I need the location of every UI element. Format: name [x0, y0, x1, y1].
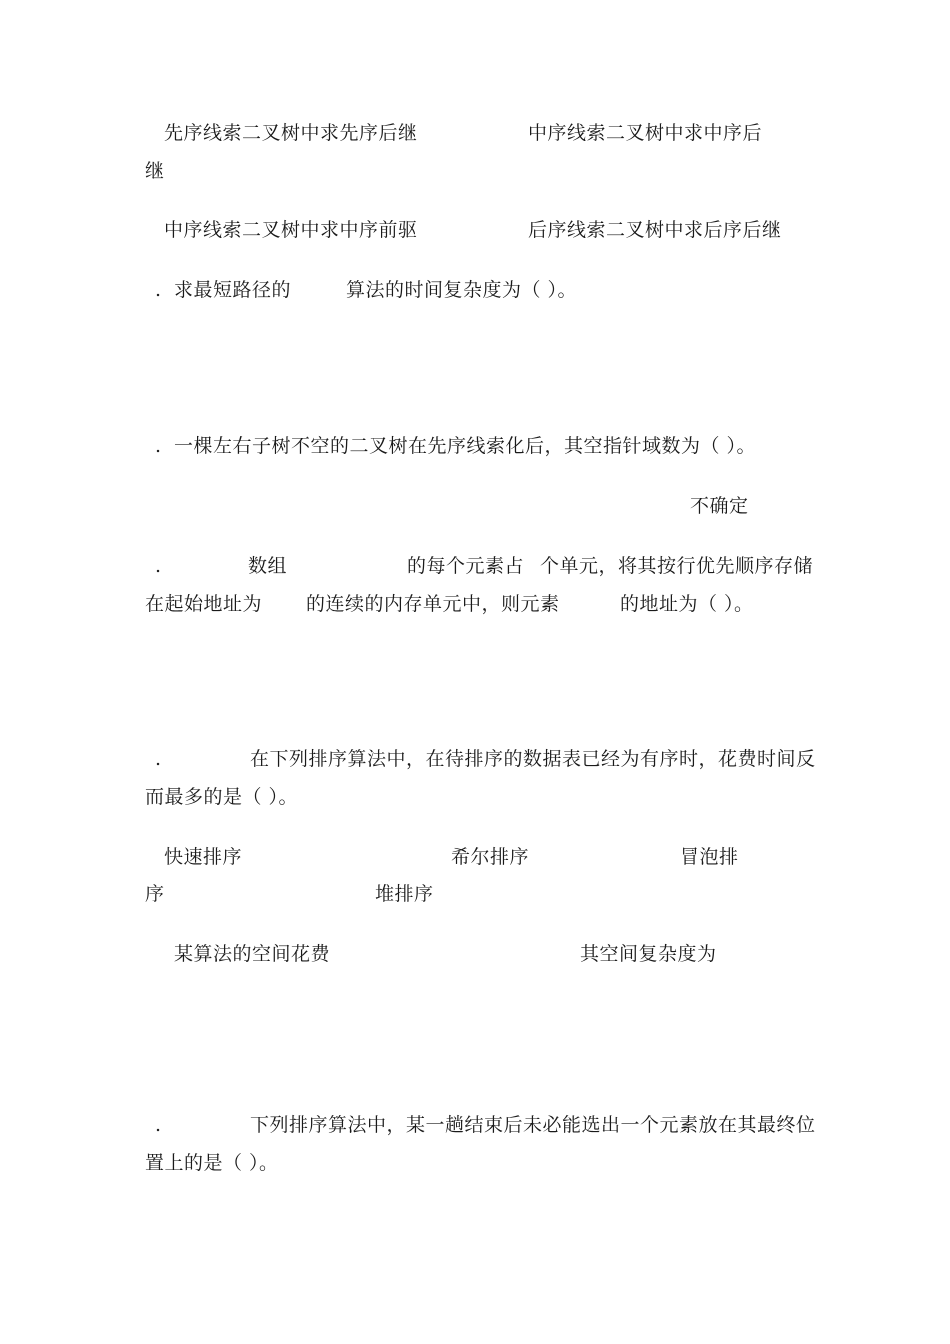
- option-quick-sort: 快速排序: [164, 846, 243, 868]
- question-sort-position-line1: 下列排序算法中，某一趟结束后未必能选出一个元素放在其最终位: [250, 1114, 816, 1136]
- question-space-text-a: 某算法的空间花费: [174, 943, 331, 965]
- question-array-part-e: 的连续的内存单元中，则元素: [306, 593, 560, 615]
- option-shell-sort: 希尔排序: [451, 846, 530, 868]
- question-threaded-tree-text: 一棵左右子树不空的二叉树在先序线索化后，其空指针域数为（ ）。: [174, 435, 757, 457]
- question-array-part-a: 数组: [248, 555, 288, 577]
- question-number-dot: .: [155, 1114, 162, 1136]
- question-array-part-b: 的每个元素占: [407, 555, 525, 577]
- option-b-continuation: 继: [145, 160, 165, 182]
- question-sort-position-line2: 置上的是（ ）。: [145, 1152, 279, 1174]
- question-array-part-d: 在起始地址为: [145, 593, 263, 615]
- option-heap-sort: 堆排序: [375, 883, 434, 905]
- question-number-dot: .: [155, 555, 162, 577]
- question-space-text-b: 其空间复杂度为: [580, 943, 717, 965]
- option-b: 中序线索二叉树中求中序后: [528, 122, 763, 144]
- question-array-part-f: 的地址为（ ）。: [620, 593, 754, 615]
- question-shortest-path-text-b: 算法的时间复杂度为（ ）。: [346, 279, 578, 301]
- option-bubble-sort-continuation: 序: [145, 883, 165, 905]
- question-number-dot: .: [155, 279, 162, 301]
- question-sort-time-line1: 在下列排序算法中，在待排序的数据表已经为有序时，花费时间反: [250, 748, 816, 770]
- question-number-dot: .: [155, 435, 162, 457]
- question-array-part-c: 个单元，将其按行优先顺序存储: [540, 555, 814, 577]
- question-sort-time-line2: 而最多的是（ ）。: [145, 786, 299, 808]
- option-uncertain: 不确定: [690, 495, 749, 517]
- question-number-dot: .: [155, 748, 162, 770]
- question-shortest-path-text-a: 求最短路径的: [174, 279, 292, 301]
- option-c: 中序线索二叉树中求中序前驱: [164, 219, 418, 241]
- option-d: 后序线索二叉树中求后序后继: [528, 219, 782, 241]
- option-bubble-sort: 冒泡排: [680, 846, 739, 868]
- option-a: 先序线索二叉树中求先序后继: [164, 122, 418, 144]
